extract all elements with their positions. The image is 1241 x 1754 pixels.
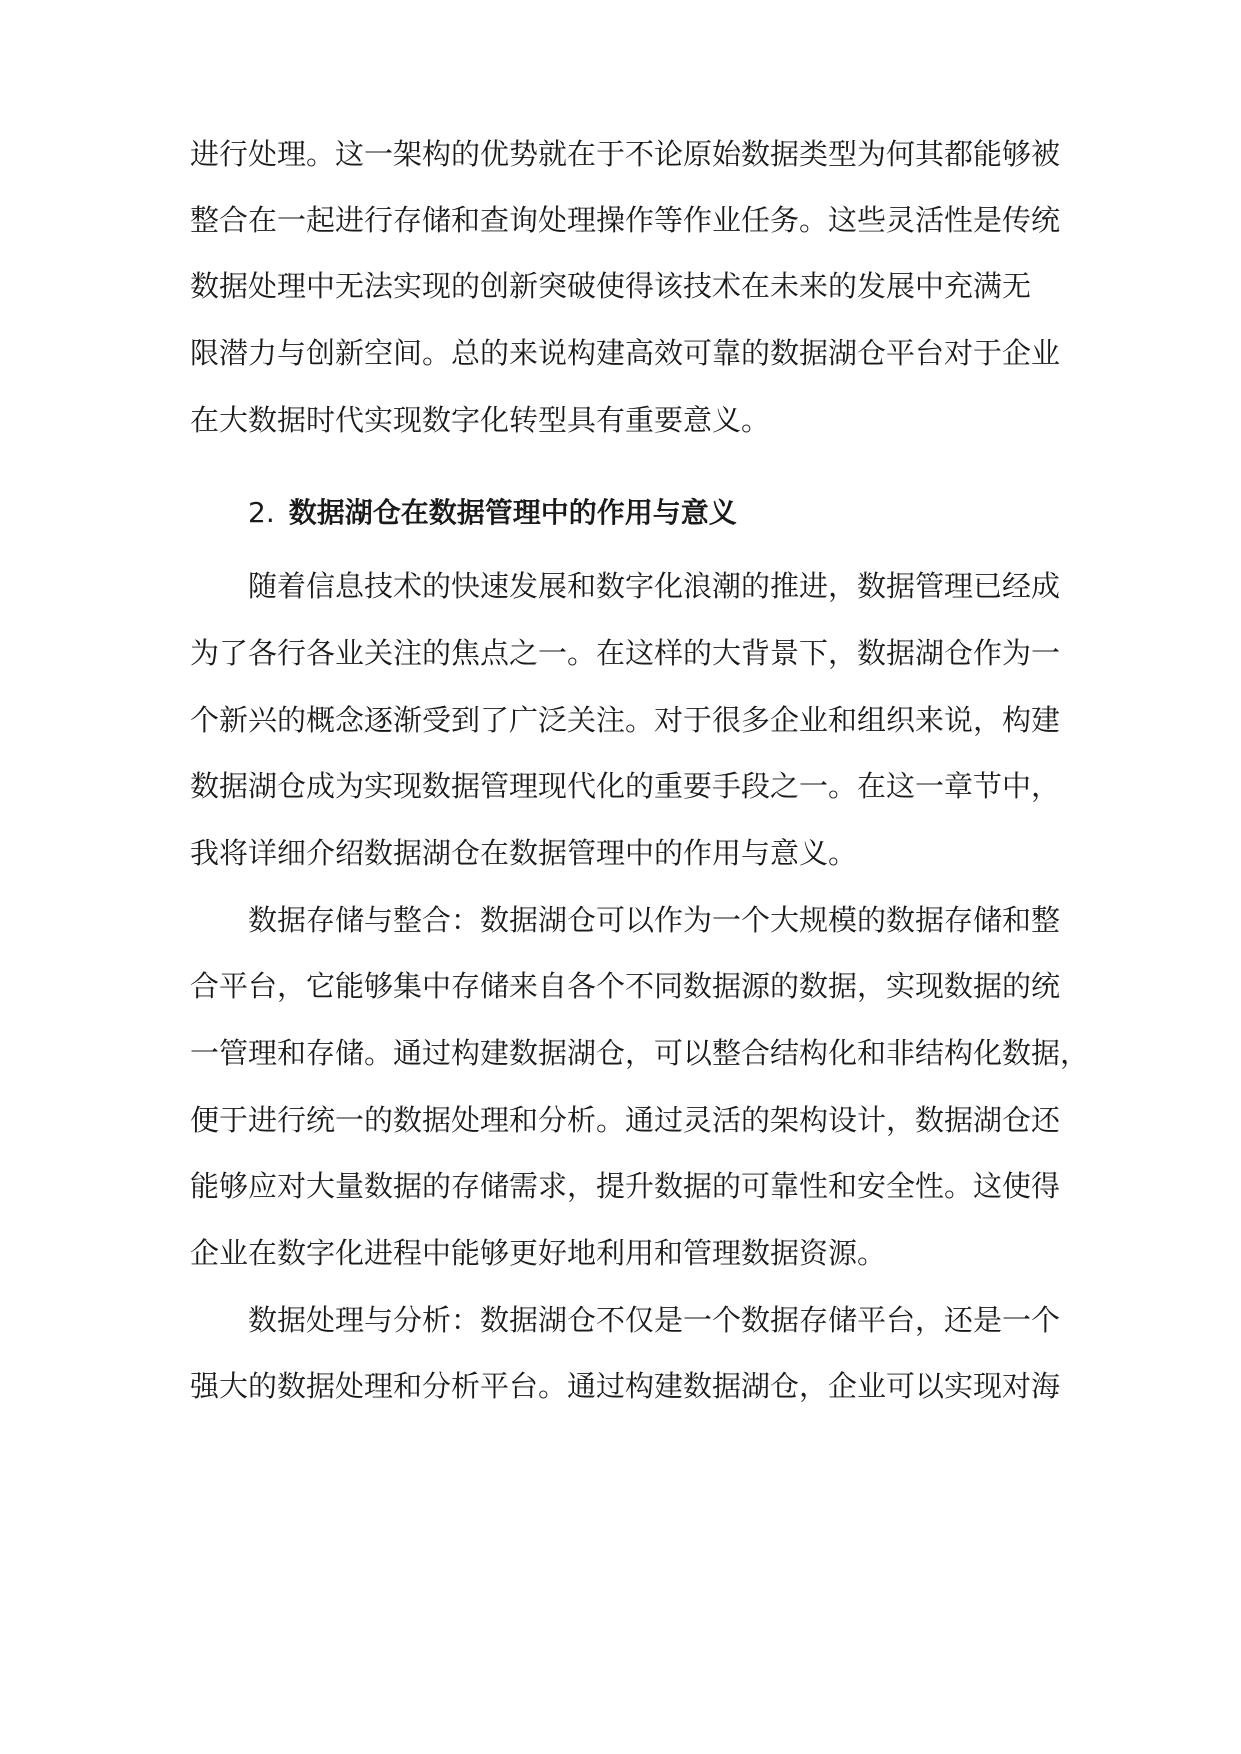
paragraph-line: 便于进行统一的数据处理和分析。通过灵活的架构设计，数据湖仓还 xyxy=(190,1103,1061,1137)
section-title: 数据湖仓在数据管理中的作用与意义 xyxy=(288,496,737,529)
paragraph-line: 整合在一起进行存储和查询处理操作等作业任务。这些灵活性是传统 xyxy=(190,203,1061,237)
paragraph-line: 在大数据时代实现数字化转型具有重要意义。 xyxy=(190,403,771,437)
paragraph-line: 强大的数据处理和分析平台。通过构建数据湖仓，企业可以实现对海 xyxy=(190,1369,1061,1403)
paragraph-line: 进行处理。这一架构的优势就在于不论原始数据类型为何其都能够被 xyxy=(190,137,1061,171)
paragraph-line: 为了各行各业关注的焦点之一。在这样的大背景下，数据湖仓作为一 xyxy=(190,636,1061,670)
paragraph-line: 数据处理与分析：数据湖仓不仅是一个数据存储平台，还是一个 xyxy=(248,1303,1061,1337)
paragraph-line: 随着信息技术的快速发展和数字化浪潮的推进，数据管理已经成 xyxy=(248,569,1061,603)
paragraph-line: 企业在数字化进程中能够更好地利用和管理数据资源。 xyxy=(190,1236,887,1270)
paragraph-line: 我将详细介绍数据湖仓在数据管理中的作用与意义。 xyxy=(190,836,858,870)
paragraph-line: 能够应对大量数据的存储需求，提升数据的可靠性和安全性。这使得 xyxy=(190,1169,1061,1203)
paragraph-line: 数据存储与整合：数据湖仓可以作为一个大规模的数据存储和整 xyxy=(248,903,1061,937)
section-number: 2. xyxy=(248,496,275,529)
paragraph-line: 数据处理中无法实现的创新突破使得该技术在未来的发展中充满无 xyxy=(190,269,1032,303)
paragraph-line: 限潜力与创新空间。总的来说构建高效可靠的数据湖仓平台对于企业 xyxy=(190,336,1061,370)
paragraph-line: 数据湖仓成为实现数据管理现代化的重要手段之一。在这一章节中， xyxy=(190,769,1061,803)
section-heading xyxy=(248,493,1050,533)
paragraph-line: 一管理和存储。通过构建数据湖仓，可以整合结构化和非结构化数据， xyxy=(190,1036,1090,1070)
paragraph-line: 合平台，它能够集中存储来自各个不同数据源的数据，实现数据的统 xyxy=(190,969,1061,1003)
paragraph-line: 个新兴的概念逐渐受到了广泛关注。对于很多企业和组织来说，构建 xyxy=(190,703,1061,737)
